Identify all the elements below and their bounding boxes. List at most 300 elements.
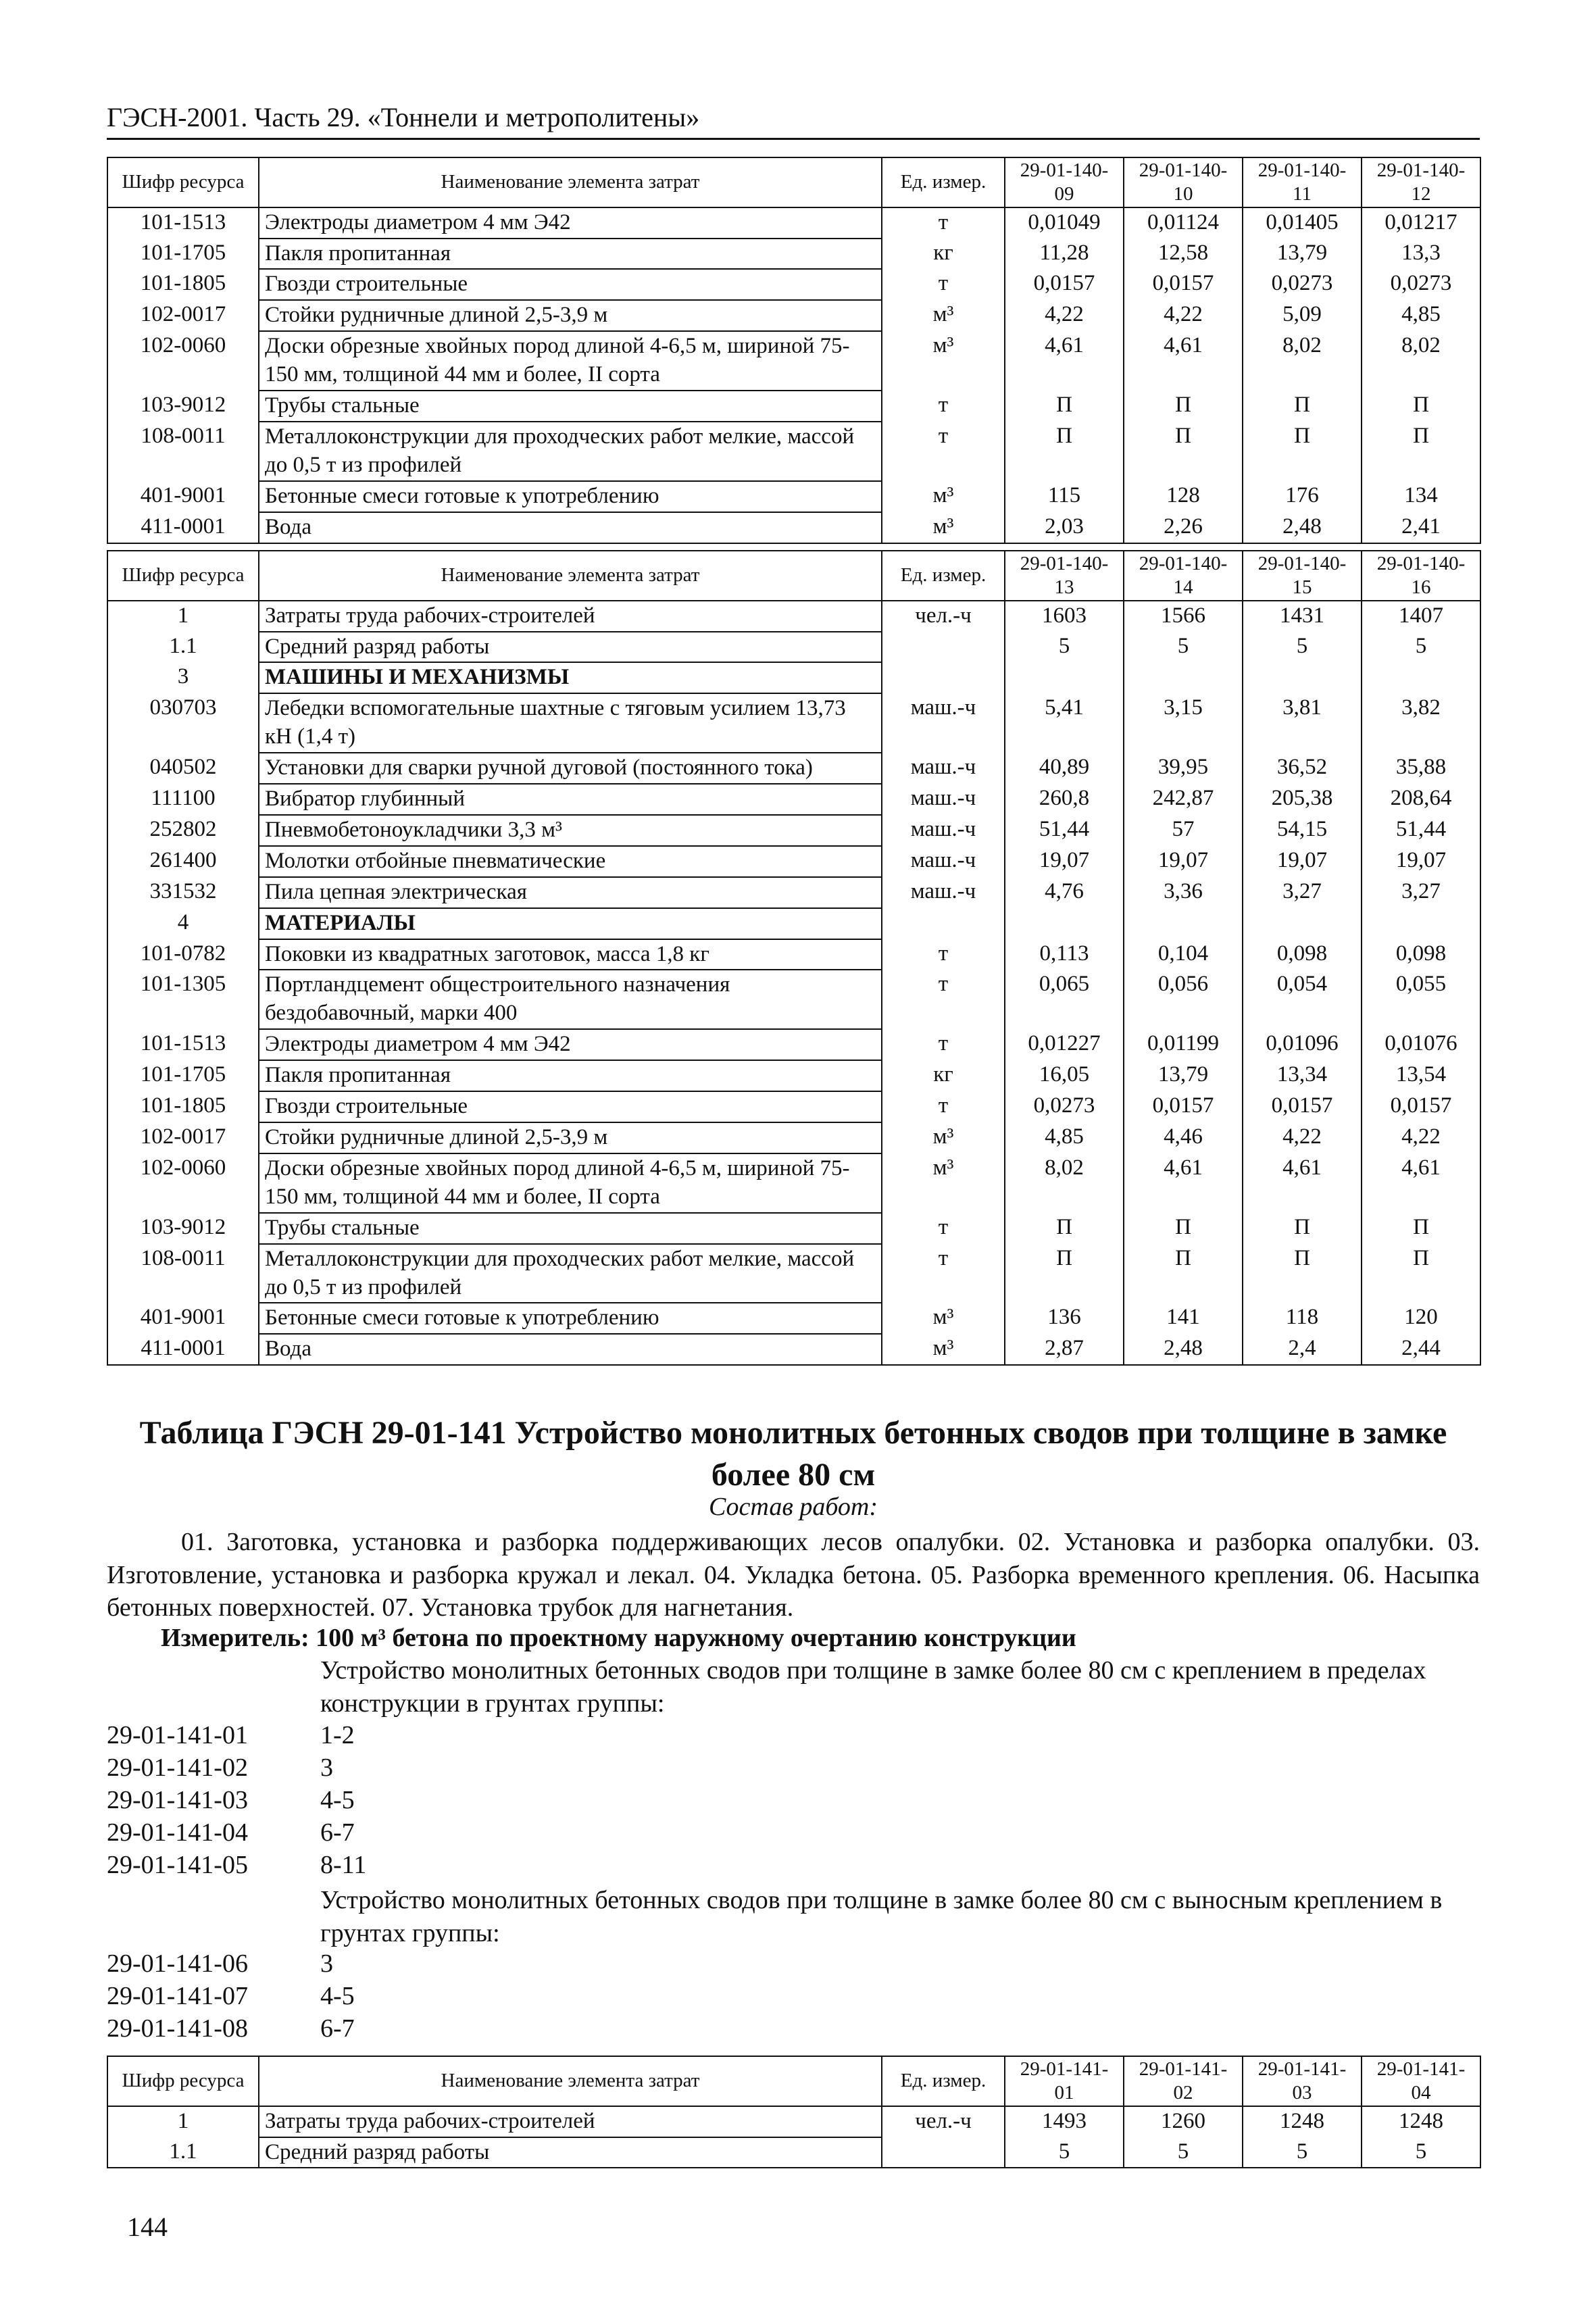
norm-value: 0,098 xyxy=(1243,939,1362,970)
norm-value: 4,61 xyxy=(1362,1153,1480,1213)
resource-code: 103-9012 xyxy=(107,1213,259,1244)
section-heading: МАТЕРИАЛЫ xyxy=(259,908,882,939)
col-header-code: Шифр ресурса xyxy=(107,551,259,601)
norm-code: 29-01-141-03 xyxy=(107,1786,248,1814)
norm-value: П xyxy=(1362,1244,1480,1303)
norm-value: 0,056 xyxy=(1124,970,1243,1029)
unit-cell xyxy=(882,632,1005,663)
table-row xyxy=(107,2106,1480,2137)
unit-cell: т xyxy=(882,1213,1005,1244)
unit-cell: м³ xyxy=(882,331,1005,391)
col-header-norm: 29-01-141-01 xyxy=(1005,2056,1124,2106)
norm-code-line xyxy=(107,1818,355,1847)
running-header: ГЭСН-2001. Часть 29. «Тоннели и метрополитены» xyxy=(107,102,700,132)
norm-value: 0,0157 xyxy=(1124,269,1243,300)
resource-table-141-01-04 xyxy=(107,2056,1481,2168)
table-row xyxy=(107,422,1480,481)
norm-value xyxy=(1005,908,1124,939)
norm-value: 3,36 xyxy=(1124,877,1243,908)
norm-value: 0,0157 xyxy=(1005,269,1124,300)
table-row xyxy=(107,300,1480,331)
norm-value: 4,61 xyxy=(1124,331,1243,391)
unit-cell: т xyxy=(882,391,1005,422)
col-header-unit: Ед. измер. xyxy=(882,2056,1005,2106)
resource-name: Бетонные смеси готовые к употреблению xyxy=(259,481,882,512)
norm-value: 5 xyxy=(1124,2137,1243,2168)
norm-code-line xyxy=(107,1949,333,1978)
unit-cell: кг xyxy=(882,1060,1005,1091)
norm-value: 3,81 xyxy=(1243,693,1362,753)
group1-description: Устройство монолитных бетонных сводов при толщине в замке более 80 см с креплением в пределах конструкции в грунтах группы: xyxy=(320,1656,1426,1718)
norm-value xyxy=(1124,908,1243,939)
resource-code: 108-0011 xyxy=(107,1244,259,1303)
resource-table-140-09-12 xyxy=(107,157,1481,544)
table-row xyxy=(107,1303,1480,1334)
table-body xyxy=(107,601,1480,1366)
resource-name: Пневмобетоноукладчики 3,3 м³ xyxy=(259,815,882,846)
unit-cell: т xyxy=(882,1091,1005,1122)
norm-value: 4,46 xyxy=(1124,1122,1243,1153)
norm-value: 19,07 xyxy=(1005,846,1124,877)
resource-code: 1.1 xyxy=(107,2137,259,2168)
resource-code: 331532 xyxy=(107,877,259,908)
norm-value: П xyxy=(1005,391,1124,422)
norm-value: 19,07 xyxy=(1362,846,1480,877)
norm-code-line xyxy=(107,1785,355,1815)
soil-group: 1-2 xyxy=(320,1721,355,1749)
norm-value: 13,54 xyxy=(1362,1060,1480,1091)
norm-value: 35,88 xyxy=(1362,753,1480,784)
norm-value: 5,41 xyxy=(1005,693,1124,753)
norm-value: 4,61 xyxy=(1124,1153,1243,1213)
norm-value: 2,03 xyxy=(1005,512,1124,543)
norm-code: 29-01-141-06 xyxy=(107,1949,248,1978)
table-body xyxy=(107,207,1480,543)
norm-value: П xyxy=(1005,422,1124,481)
norm-code-line xyxy=(107,1850,366,1880)
norm-value: 115 xyxy=(1005,481,1124,512)
unit-cell: м³ xyxy=(882,512,1005,543)
norm-value: 4,22 xyxy=(1124,300,1243,331)
resource-name: Пакля пропитанная xyxy=(259,239,882,270)
resource-name: Электроды диаметром 4 мм Э42 xyxy=(259,207,882,239)
table-row xyxy=(107,1029,1480,1060)
norm-value: 0,01096 xyxy=(1243,1029,1362,1060)
norm-value: 51,44 xyxy=(1005,815,1124,846)
col-header-norm: 29-01-141-03 xyxy=(1243,2056,1362,2106)
norm-value: 260,8 xyxy=(1005,784,1124,815)
norm-value xyxy=(1362,908,1480,939)
norm-value: 4,61 xyxy=(1243,1153,1362,1213)
col-header-name: Наименование элемента затрат xyxy=(259,551,882,601)
norm-value: 0,054 xyxy=(1243,970,1362,1029)
norm-value xyxy=(1005,662,1124,693)
norm-value: 4,76 xyxy=(1005,877,1124,908)
unit-cell xyxy=(882,662,1005,693)
norm-value: П xyxy=(1124,391,1243,422)
norm-code: 29-01-141-07 xyxy=(107,1982,248,2010)
table-row xyxy=(107,207,1480,239)
resource-code: 101-1805 xyxy=(107,1091,259,1122)
norm-value: 4,22 xyxy=(1243,1122,1362,1153)
table-row xyxy=(107,269,1480,300)
col-header-code: Шифр ресурса xyxy=(107,157,259,207)
resource-name: Вибратор глубинный xyxy=(259,784,882,815)
norm-value: 0,01076 xyxy=(1362,1029,1480,1060)
norm-value: П xyxy=(1243,1244,1362,1303)
norm-value: 1248 xyxy=(1362,2106,1480,2137)
col-header-norm: 29-01-140-12 xyxy=(1362,157,1480,207)
resource-code: 411-0001 xyxy=(107,1334,259,1365)
table-row xyxy=(107,512,1480,543)
resource-code: 401-9001 xyxy=(107,1303,259,1334)
unit-cell: чел.-ч xyxy=(882,601,1005,632)
norm-code: 29-01-141-02 xyxy=(107,1753,248,1782)
norm-value: 13,79 xyxy=(1243,239,1362,270)
unit-cell: кг xyxy=(882,239,1005,270)
unit-cell: т xyxy=(882,939,1005,970)
norm-value: 3,27 xyxy=(1243,877,1362,908)
norm-value: 0,065 xyxy=(1005,970,1124,1029)
resource-code: 4 xyxy=(107,908,259,939)
unit-cell: маш.-ч xyxy=(882,784,1005,815)
norm-value xyxy=(1362,662,1480,693)
table-row xyxy=(107,753,1480,784)
norm-value: П xyxy=(1362,1213,1480,1244)
norm-value: 0,0157 xyxy=(1243,1091,1362,1122)
table-body xyxy=(107,2106,1480,2168)
resource-name: Затраты труда рабочих-строителей xyxy=(259,2106,882,2137)
norm-value xyxy=(1243,908,1362,939)
measure-unit: Измеритель: 100 м³ бетона по проектному наружному очертанию конструкции xyxy=(161,1624,1076,1652)
norm-value: 1260 xyxy=(1124,2106,1243,2137)
resource-name: Трубы стальные xyxy=(259,1213,882,1244)
norm-value: 2,87 xyxy=(1005,1334,1124,1365)
section-heading: МАШИНЫ И МЕХАНИЗМЫ xyxy=(259,662,882,693)
norm-value: 3,82 xyxy=(1362,693,1480,753)
unit-cell: маш.-ч xyxy=(882,753,1005,784)
section-title: Таблица ГЭСН 29-01-141 Устройство монолитных бетонных сводов при толщине в замке более 80 см xyxy=(139,1415,1447,1493)
resource-code: 261400 xyxy=(107,846,259,877)
resource-code: 1 xyxy=(107,2106,259,2137)
table-row xyxy=(107,391,1480,422)
norm-value: 19,07 xyxy=(1124,846,1243,877)
group2-description: Устройство монолитных бетонных сводов при толщине в замке более 80 см с выносным креплением в грунтах группы: xyxy=(320,1886,1443,1947)
norm-value: 0,055 xyxy=(1362,970,1480,1029)
norm-value xyxy=(1124,662,1243,693)
unit-cell: т xyxy=(882,970,1005,1029)
norm-value: 13,79 xyxy=(1124,1060,1243,1091)
table-row xyxy=(107,693,1480,753)
resource-code: 108-0011 xyxy=(107,422,259,481)
table-row xyxy=(107,662,1480,693)
norm-value: 13,3 xyxy=(1362,239,1480,270)
resource-name: Гвозди строительные xyxy=(259,269,882,300)
resource-code: 401-9001 xyxy=(107,481,259,512)
col-header-norm: 29-01-140-09 xyxy=(1005,157,1124,207)
unit-cell: т xyxy=(882,1029,1005,1060)
col-header-norm: 29-01-141-02 xyxy=(1124,2056,1243,2106)
norm-value: 5 xyxy=(1124,632,1243,663)
norm-value: 3,27 xyxy=(1362,877,1480,908)
norm-value: 141 xyxy=(1124,1303,1243,1334)
resource-name: Пила цепная электрическая xyxy=(259,877,882,908)
norm-value: 4,22 xyxy=(1362,1122,1480,1153)
table-row xyxy=(107,939,1480,970)
table-row xyxy=(107,908,1480,939)
table-row xyxy=(107,815,1480,846)
table-row xyxy=(107,1091,1480,1122)
norm-value: 8,02 xyxy=(1005,1153,1124,1213)
soil-group: 4-5 xyxy=(320,1786,355,1814)
unit-cell: м³ xyxy=(882,1122,1005,1153)
table-row xyxy=(107,1153,1480,1213)
resource-code: 101-1513 xyxy=(107,207,259,239)
col-header-norm: 29-01-140-14 xyxy=(1124,551,1243,601)
norm-value: П xyxy=(1243,1213,1362,1244)
resource-name: Вода xyxy=(259,1334,882,1365)
unit-cell: м³ xyxy=(882,1153,1005,1213)
resource-name: Пакля пропитанная xyxy=(259,1060,882,1091)
table-row xyxy=(107,1244,1480,1303)
norm-value: П xyxy=(1124,1213,1243,1244)
resource-name: Электроды диаметром 4 мм Э42 xyxy=(259,1029,882,1060)
table-row xyxy=(107,331,1480,391)
resource-table-140-13-16 xyxy=(107,550,1481,1366)
norm-code-line xyxy=(107,1753,333,1783)
resource-name: Поковки из квадратных заготовок, масса 1,8 кг xyxy=(259,939,882,970)
soil-group: 6-7 xyxy=(320,1818,355,1847)
resource-code: 102-0060 xyxy=(107,1153,259,1213)
table-row xyxy=(107,846,1480,877)
norm-value: 5 xyxy=(1243,632,1362,663)
norm-value: 4,22 xyxy=(1005,300,1124,331)
norm-value: 0,0273 xyxy=(1243,269,1362,300)
norm-value: 12,58 xyxy=(1124,239,1243,270)
unit-cell: т xyxy=(882,422,1005,481)
norm-value: 0,0273 xyxy=(1005,1091,1124,1122)
norm-value: 128 xyxy=(1124,481,1243,512)
unit-cell: маш.-ч xyxy=(882,877,1005,908)
norm-value: 2,48 xyxy=(1124,1334,1243,1365)
norm-value: П xyxy=(1005,1213,1124,1244)
table-header-row xyxy=(107,551,1480,601)
norm-value: 0,01049 xyxy=(1005,207,1124,239)
resource-name: Молотки отбойные пневматические xyxy=(259,846,882,877)
table-header-row xyxy=(107,2056,1480,2106)
norm-code: 29-01-141-08 xyxy=(107,2014,248,2043)
unit-cell: м³ xyxy=(882,481,1005,512)
col-header-norm: 29-01-140-10 xyxy=(1124,157,1243,207)
unit-cell: м³ xyxy=(882,1303,1005,1334)
norm-value: П xyxy=(1005,1244,1124,1303)
soil-group: 3 xyxy=(320,1753,333,1782)
norm-value: 54,15 xyxy=(1243,815,1362,846)
norm-value: 5,09 xyxy=(1243,300,1362,331)
norm-value: П xyxy=(1362,422,1480,481)
norm-value: 4,85 xyxy=(1362,300,1480,331)
resource-code: 3 xyxy=(107,662,259,693)
resource-name: Гвозди строительные xyxy=(259,1091,882,1122)
norm-code: 29-01-141-04 xyxy=(107,1818,248,1847)
norm-value: 0,01227 xyxy=(1005,1029,1124,1060)
resource-code: 101-1805 xyxy=(107,269,259,300)
resource-name: Лебедки вспомогательные шахтные с тяговым усилием 13,73 кН (1,4 т) xyxy=(259,693,882,753)
resource-name: Трубы стальные xyxy=(259,391,882,422)
norm-value: 2,48 xyxy=(1243,512,1362,543)
table-row xyxy=(107,877,1480,908)
table-row xyxy=(107,481,1480,512)
unit-cell: чел.-ч xyxy=(882,2106,1005,2137)
norm-value: П xyxy=(1124,1244,1243,1303)
norm-value: 5 xyxy=(1005,2137,1124,2168)
norm-value: 5 xyxy=(1362,2137,1480,2168)
norm-value: 19,07 xyxy=(1243,846,1362,877)
norm-value: 0,01124 xyxy=(1124,207,1243,239)
norm-value: 136 xyxy=(1005,1303,1124,1334)
norm-value: 1603 xyxy=(1005,601,1124,632)
table-row xyxy=(107,1060,1480,1091)
col-header-unit: Ед. измер. xyxy=(882,551,1005,601)
page-number: 144 xyxy=(127,2212,168,2242)
resource-name: Средний разряд работы xyxy=(259,2137,882,2168)
table-row xyxy=(107,239,1480,270)
norm-value: 11,28 xyxy=(1005,239,1124,270)
norm-value: 2,26 xyxy=(1124,512,1243,543)
norm-code-line xyxy=(107,1981,355,2011)
unit-cell: т xyxy=(882,1244,1005,1303)
unit-cell: м³ xyxy=(882,300,1005,331)
header-rule xyxy=(107,138,1480,140)
col-header-unit: Ед. измер. xyxy=(882,157,1005,207)
soil-group: 4-5 xyxy=(320,1982,355,2010)
unit-cell: маш.-ч xyxy=(882,846,1005,877)
norm-value: 242,87 xyxy=(1124,784,1243,815)
norm-value: 5 xyxy=(1362,632,1480,663)
resource-name: Бетонные смеси готовые к употреблению xyxy=(259,1303,882,1334)
norm-value: 3,15 xyxy=(1124,693,1243,753)
norm-value: 1407 xyxy=(1362,601,1480,632)
norm-value: 1431 xyxy=(1243,601,1362,632)
resource-code: 102-0017 xyxy=(107,1122,259,1153)
col-header-norm: 29-01-140-15 xyxy=(1243,551,1362,601)
unit-cell xyxy=(882,908,1005,939)
norm-value: 176 xyxy=(1243,481,1362,512)
table-row xyxy=(107,784,1480,815)
resource-name: Затраты труда рабочих-строителей xyxy=(259,601,882,632)
resource-code: 101-0782 xyxy=(107,939,259,970)
unit-cell: т xyxy=(882,269,1005,300)
composition-label: Состав работ: xyxy=(708,1493,878,1521)
resource-name: Средний разряд работы xyxy=(259,632,882,663)
norm-code: 29-01-141-01 xyxy=(107,1721,248,1749)
norm-value: 5 xyxy=(1005,632,1124,663)
table-row xyxy=(107,1334,1480,1365)
norm-value: 0,098 xyxy=(1362,939,1480,970)
norm-value: 1566 xyxy=(1124,601,1243,632)
norm-value: 2,41 xyxy=(1362,512,1480,543)
norm-value: П xyxy=(1124,422,1243,481)
unit-cell: маш.-ч xyxy=(882,815,1005,846)
table-row xyxy=(107,601,1480,632)
norm-value: 134 xyxy=(1362,481,1480,512)
norm-value: 8,02 xyxy=(1362,331,1480,391)
col-header-norm: 29-01-140-13 xyxy=(1005,551,1124,601)
norm-value: 205,38 xyxy=(1243,784,1362,815)
norm-value: 4,61 xyxy=(1005,331,1124,391)
resource-code: 1.1 xyxy=(107,632,259,663)
norm-value: 0,0157 xyxy=(1124,1091,1243,1122)
norm-value: П xyxy=(1362,391,1480,422)
resource-code: 1 xyxy=(107,601,259,632)
norm-value: 5 xyxy=(1243,2137,1362,2168)
norm-value xyxy=(1243,662,1362,693)
norm-value: 2,44 xyxy=(1362,1334,1480,1365)
norm-value: П xyxy=(1243,422,1362,481)
norm-value: 0,01199 xyxy=(1124,1029,1243,1060)
norm-value: 1248 xyxy=(1243,2106,1362,2137)
col-header-name: Наименование элемента затрат xyxy=(259,157,882,207)
resource-name: Доски обрезные хвойных пород длиной 4-6,5 м, шириной 75-150 мм, толщиной 44 мм и более, II сорта xyxy=(259,1153,882,1213)
norm-value: 36,52 xyxy=(1243,753,1362,784)
resource-code: 102-0017 xyxy=(107,300,259,331)
norm-value: П xyxy=(1243,391,1362,422)
norm-value: 0,01405 xyxy=(1243,207,1362,239)
resource-name: Вода xyxy=(259,512,882,543)
resource-code: 411-0001 xyxy=(107,512,259,543)
resource-code: 101-1513 xyxy=(107,1029,259,1060)
norm-code: 29-01-141-05 xyxy=(107,1851,248,1879)
resource-code: 102-0060 xyxy=(107,331,259,391)
col-header-code: Шифр ресурса xyxy=(107,2056,259,2106)
resource-name: Доски обрезные хвойных пород длиной 4-6,5 м, шириной 75-150 мм, толщиной 44 мм и более, II сорта xyxy=(259,331,882,391)
norm-value: 1493 xyxy=(1005,2106,1124,2137)
resource-code: 101-1705 xyxy=(107,1060,259,1091)
table-row xyxy=(107,1122,1480,1153)
norm-value: 208,64 xyxy=(1362,784,1480,815)
soil-group: 8-11 xyxy=(320,1851,367,1879)
resource-name: Металлоконструкции для проходческих работ мелкие, массой до 0,5 т из профилей xyxy=(259,1244,882,1303)
resource-code: 101-1305 xyxy=(107,970,259,1029)
table-row xyxy=(107,970,1480,1029)
norm-value: 51,44 xyxy=(1362,815,1480,846)
norm-value: 0,104 xyxy=(1124,939,1243,970)
composition-text: 01. Заготовка, установка и разборка поддерживающих лесов опалубки. 02. Установка и разборка опалубки. 03. Изготовление, установка и разборка кружал и лекал. 04. Укладка бетона. 05. Разборка временного крепления. 06. Насыпка бетонных поверхностей. 07. Установка трубок для нагнетания. xyxy=(107,1528,1480,1622)
resource-code: 111100 xyxy=(107,784,259,815)
norm-value: 13,34 xyxy=(1243,1060,1362,1091)
resource-code: 040502 xyxy=(107,753,259,784)
norm-value: 0,0157 xyxy=(1362,1091,1480,1122)
norm-value: 16,05 xyxy=(1005,1060,1124,1091)
soil-group: 3 xyxy=(320,1949,333,1978)
table-row xyxy=(107,2137,1480,2168)
table-row xyxy=(107,1213,1480,1244)
norm-value: 0,01217 xyxy=(1362,207,1480,239)
norm-value: 57 xyxy=(1124,815,1243,846)
table-header-row xyxy=(107,157,1480,207)
resource-code: 101-1705 xyxy=(107,239,259,270)
norm-value: 39,95 xyxy=(1124,753,1243,784)
col-header-norm: 29-01-140-16 xyxy=(1362,551,1480,601)
resource-name: Установки для сварки ручной дуговой (постоянного тока) xyxy=(259,753,882,784)
resource-code: 252802 xyxy=(107,815,259,846)
resource-code: 030703 xyxy=(107,693,259,753)
norm-code-line xyxy=(107,1720,355,1750)
resource-name: Металлоконструкции для проходческих работ мелкие, массой до 0,5 т из профилей xyxy=(259,422,882,481)
norm-value: 120 xyxy=(1362,1303,1480,1334)
resource-name: Портландцемент общестроительного назначения бездобавочный, марки 400 xyxy=(259,970,882,1029)
unit-cell: т xyxy=(882,207,1005,239)
